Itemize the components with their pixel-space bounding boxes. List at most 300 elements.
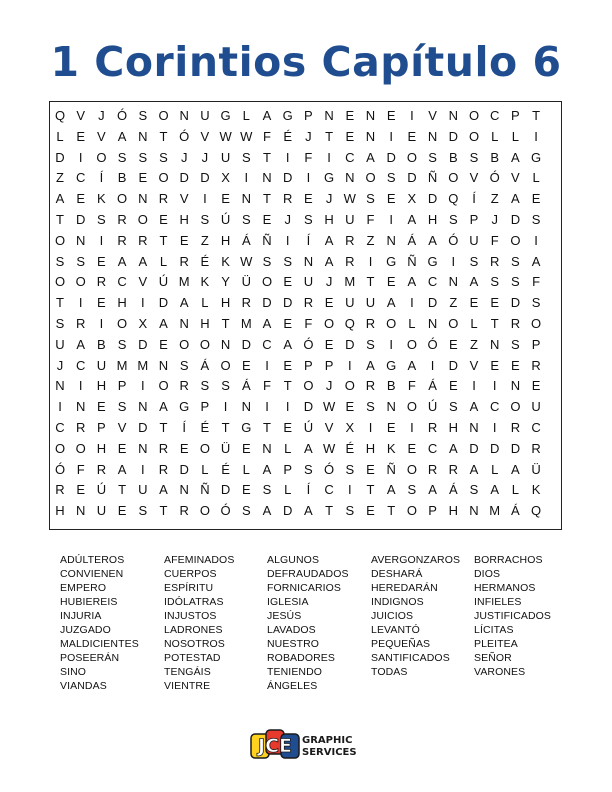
word-list-item: JUZGADO (60, 624, 111, 636)
grid-letter: R (531, 357, 541, 373)
grid-letter: R (75, 420, 86, 435)
grid-letter: D (345, 336, 355, 352)
grid-letter: S (241, 503, 251, 519)
grid-letter: C (262, 336, 272, 352)
grid-letter: E (221, 191, 230, 207)
grid-letter: F (263, 128, 271, 144)
grid-letter: H (179, 212, 189, 227)
grid-letter: I (492, 420, 497, 435)
grid-letter: Ñ (262, 232, 272, 248)
grid-letter: Á (200, 357, 210, 373)
grid-letter: O (158, 108, 169, 123)
grid-row (50, 460, 561, 480)
grid-letter: O (365, 170, 376, 186)
grid-letter: V (179, 191, 189, 207)
grid-letter: A (511, 461, 520, 477)
grid-letter: K (386, 440, 396, 456)
grid-letter: É (200, 253, 210, 269)
word-search-grid (49, 101, 562, 530)
grid-letter: S (366, 336, 375, 352)
grid-letter: C (55, 420, 65, 435)
grid-letter: N (489, 336, 500, 352)
grid-letter: K (531, 482, 541, 498)
grid-letter: L (491, 461, 499, 477)
grid-letter: E (345, 108, 355, 123)
grid-letter: Á (241, 378, 251, 394)
grid-letter: J (56, 357, 64, 373)
grid-letter: A (428, 232, 437, 248)
grid-letter: S (531, 295, 541, 311)
grid-letter: Ú (220, 212, 231, 227)
grid-letter: C (427, 274, 438, 290)
grid-letter: S (304, 212, 313, 227)
grid-letter: N (179, 108, 189, 123)
word-list-item: HEREDARÁN (371, 582, 438, 594)
grid-letter: I (451, 253, 456, 269)
grid-letter: P (531, 336, 541, 352)
grid-letter: U (531, 399, 541, 415)
grid-letter: N (324, 108, 334, 123)
grid-letter: E (241, 482, 251, 498)
grid-letter: A (448, 440, 458, 456)
grid-letter: O (406, 149, 417, 165)
grid-letter: N (469, 503, 479, 519)
grid-letter: I (244, 170, 249, 186)
grid-letter: I (389, 336, 393, 352)
grid-letter: M (116, 357, 128, 373)
grid-letter: R (96, 274, 107, 290)
grid-letter: O (75, 440, 86, 456)
word-list-item: CUERPOS (164, 568, 217, 580)
grid-letter: E (283, 316, 293, 331)
grid-letter: I (410, 420, 414, 435)
logo-mark: JCE (258, 735, 292, 757)
grid-letter: Z (56, 170, 64, 186)
grid-letter: S (200, 212, 210, 227)
grid-letter: É (283, 128, 293, 144)
grid-letter: T (159, 503, 168, 519)
grid-row (50, 314, 561, 334)
grid-letter: H (365, 440, 376, 456)
grid-letter: C (489, 108, 500, 123)
grid-letter: E (386, 191, 396, 207)
grid-letter: É (221, 461, 230, 477)
grid-letter: P (511, 108, 520, 123)
grid-letter: Ú (303, 420, 314, 435)
grid-letter: O (406, 336, 417, 352)
grid-row (50, 397, 561, 417)
grid-letter: R (365, 378, 376, 394)
grid-letter: I (285, 232, 290, 248)
grid-letter: J (201, 149, 209, 165)
word-list-item: NUESTRO (267, 638, 320, 650)
grid-letter: O (117, 191, 128, 207)
grid-row (50, 418, 561, 438)
grid-letter: R (531, 440, 541, 456)
grid-letter: R (179, 503, 189, 519)
grid-letter: R (241, 295, 251, 311)
grid-letter: S (159, 149, 168, 165)
grid-letter: E (97, 399, 106, 415)
grid-letter: D (138, 420, 148, 435)
grid-letter: I (347, 482, 352, 498)
grid-letter: O (117, 316, 128, 331)
grid-letter: N (241, 399, 251, 415)
grid-letter: H (117, 295, 127, 311)
grid-letter: A (469, 399, 479, 415)
grid-letter: O (510, 232, 521, 248)
grid-letter: Ñ (386, 461, 396, 477)
grid-letter: A (386, 295, 396, 311)
word-list-item: AFEMINADOS (164, 554, 235, 566)
grid-letter: O (54, 440, 66, 456)
grid-letter: G (241, 420, 252, 435)
grid-letter: A (283, 336, 293, 352)
grid-letter: L (511, 128, 519, 144)
grid-letter: R (282, 191, 293, 207)
grid-letter: F (304, 316, 313, 331)
grid-row (50, 127, 561, 147)
grid-letter: F (490, 232, 499, 248)
grid-letter: S (179, 357, 189, 373)
grid-letter: Ú (427, 399, 438, 415)
grid-letter: M (489, 503, 501, 519)
grid-letter: U (220, 149, 231, 165)
word-list-item: DEFRAUDADOS (267, 568, 349, 580)
grid-letter: Ñ (407, 253, 417, 269)
grid-letter: I (78, 378, 83, 394)
grid-letter: E (76, 191, 86, 207)
grid-letter: O (406, 503, 417, 519)
grid-letter: S (55, 253, 65, 269)
grid-letter: I (410, 108, 414, 123)
grid-letter: I (327, 149, 331, 165)
grid-row (50, 272, 561, 292)
grid-letter: A (407, 357, 417, 373)
word-list-item: PLEITEA (474, 638, 518, 650)
grid-letter: N (75, 399, 86, 415)
grid-letter: T (263, 420, 271, 435)
grid-letter: T (366, 482, 375, 498)
grid-letter: S (511, 253, 520, 269)
grid-letter: C (531, 420, 541, 435)
grid-letter: E (324, 295, 334, 311)
grid-letter: K (97, 191, 106, 207)
word-list-item: INFIELES (474, 596, 522, 608)
word-list-item: SEÑOR (474, 652, 512, 664)
grid-letter: E (97, 295, 106, 311)
grid-letter: E (531, 378, 541, 394)
grid-letter: Q (54, 108, 66, 123)
grid-letter: F (76, 461, 85, 477)
grid-letter: T (159, 232, 168, 248)
grid-letter: W (343, 191, 356, 207)
grid-letter: Q (531, 503, 542, 519)
grid-letter: L (201, 295, 209, 311)
grid-letter: S (366, 191, 375, 207)
grid-letter: N (75, 232, 86, 248)
word-list-item: LAVADOS (267, 624, 316, 636)
grid-letter: N (345, 170, 355, 186)
grid-letter: A (386, 482, 396, 498)
grid-letter: R (179, 253, 189, 269)
grid-letter: E (490, 357, 500, 373)
word-list-item: LADRONES (164, 624, 223, 636)
grid-letter: N (75, 503, 86, 519)
grid-letter: A (117, 253, 127, 269)
grid-letter: D (241, 336, 251, 352)
grid-letter: I (140, 461, 145, 477)
grid-letter: L (511, 482, 519, 498)
grid-letter: W (240, 128, 253, 144)
grid-letter: U (345, 295, 355, 311)
grid-letter: F (532, 274, 541, 290)
word-list-item: CONVIENEN (60, 568, 124, 580)
word-list-item: IGLESIA (267, 596, 309, 608)
grid-letter: S (55, 316, 65, 331)
grid-letter: K (200, 274, 210, 290)
grid-letter: E (366, 461, 375, 477)
grid-letter: Ñ (200, 482, 210, 498)
grid-letter: T (366, 274, 375, 290)
grid-letter: O (324, 316, 335, 331)
grid-letter: O (54, 274, 66, 290)
grid-letter: R (179, 378, 189, 394)
grid-letter: P (200, 399, 210, 415)
grid-letter: L (470, 316, 478, 331)
grid-letter: J (98, 108, 105, 123)
grid-letter: A (76, 336, 86, 352)
grid-letter: N (138, 128, 148, 144)
grid-letter: L (159, 253, 168, 269)
word-list-item: TENGÁIS (164, 666, 211, 678)
grid-letter: H (324, 212, 334, 227)
logo-line2: SERVICES (302, 747, 357, 758)
grid-letter: S (138, 503, 148, 519)
word-list-item: ADÚLTEROS (60, 554, 125, 566)
grid-letter: D (427, 295, 438, 311)
grid-letter: W (322, 399, 336, 415)
grid-letter: N (427, 316, 438, 331)
grid-letter: A (324, 253, 334, 269)
grid-row (50, 480, 561, 500)
grid-letter: I (285, 399, 290, 415)
grid-letter: A (366, 357, 375, 373)
grid-letter: Q (448, 191, 459, 207)
grid-letter: T (283, 378, 292, 394)
grid-letter: S (76, 253, 86, 269)
grid-letter: A (469, 274, 479, 290)
word-list-item: PEQUEÑAS (371, 638, 431, 650)
grid-letter: X (407, 191, 417, 207)
grid-letter: E (159, 336, 168, 352)
word-list-item: POTESTAD (164, 652, 221, 664)
grid-letter: P (283, 461, 293, 477)
grid-letter: R (158, 440, 169, 456)
grid-letter: D (489, 440, 500, 456)
grid-letter: H (427, 212, 438, 227)
grid-letter: Z (490, 191, 499, 207)
grid-letter: R (55, 482, 65, 498)
grid-letter: É (345, 440, 355, 456)
grid-letter: R (158, 461, 169, 477)
grid-letter: P (97, 420, 106, 435)
word-list-item: VARONES (474, 666, 526, 678)
grid-letter: I (534, 232, 538, 248)
grid-letter: M (240, 316, 252, 331)
grid-letter: D (55, 149, 65, 165)
grid-letter: R (448, 461, 458, 477)
grid-letter: V (469, 357, 479, 373)
grid-letter: O (468, 128, 480, 144)
page-title: 1 Corintios Capítulo 6 (50, 38, 562, 86)
grid-letter: N (365, 128, 376, 144)
grid-letter: S (117, 336, 127, 352)
grid-letter: S (428, 149, 437, 165)
grid-letter: M (344, 274, 356, 290)
grid-letter: B (448, 149, 458, 165)
grid-row (50, 231, 561, 251)
grid-row (50, 252, 561, 272)
grid-letter: T (221, 316, 230, 331)
grid-letter: U (55, 336, 65, 352)
word-list-item: INJURIA (60, 610, 102, 622)
grid-letter: V (200, 128, 210, 144)
grid-letter: Í (99, 170, 104, 186)
grid-letter: S (469, 253, 479, 269)
grid-letter: A (428, 482, 437, 498)
logo-graphic (250, 728, 362, 762)
grid-letter: O (199, 503, 210, 519)
grid-letter: S (138, 149, 148, 165)
grid-letter: E (179, 440, 189, 456)
word-list-item: AVERGONZAROS (371, 554, 461, 566)
grid-row (50, 189, 561, 209)
grid-letter: S (221, 378, 230, 394)
grid-letter: Ó (220, 503, 231, 519)
grid-letter: I (78, 295, 83, 311)
grid-letter: A (262, 503, 272, 519)
grid-letter: O (406, 399, 417, 415)
grid-letter: I (389, 128, 393, 144)
grid-letter: O (510, 399, 521, 415)
grid-letter: A (117, 461, 127, 477)
grid-letter: S (531, 212, 541, 227)
grid-letter: T (325, 503, 334, 519)
grid-row (50, 106, 561, 126)
grid-letter: N (262, 170, 272, 186)
grid-letter: I (285, 149, 290, 165)
grid-letter: T (325, 128, 334, 144)
grid-letter: P (324, 357, 334, 373)
grid-letter: E (386, 420, 396, 435)
grid-letter: N (220, 336, 231, 352)
grid-letter: E (531, 191, 541, 207)
grid-letter: G (324, 170, 335, 186)
grid-letter: N (303, 253, 314, 269)
grid-letter: H (220, 295, 231, 311)
word-list-item: TENIENDO (267, 666, 323, 678)
grid-letter: O (220, 357, 231, 373)
grid-letter: A (179, 295, 189, 311)
grid-letter: U (200, 108, 210, 123)
grid-letter: S (490, 274, 500, 290)
grid-letter: O (468, 108, 480, 123)
grid-letter: I (368, 253, 373, 269)
word-list-item: IDÓLATRAS (164, 596, 224, 608)
grid-letter: B (117, 170, 127, 186)
grid-letter: I (78, 149, 83, 165)
grid-letter: A (55, 191, 65, 207)
grid-letter: L (491, 128, 499, 144)
grid-letter: E (304, 191, 313, 207)
grid-letter: E (179, 232, 189, 248)
grid-letter: Ú (96, 482, 107, 498)
grid-letter: A (469, 461, 479, 477)
grid-letter: N (138, 191, 148, 207)
grid-letter: O (531, 316, 542, 331)
word-column (371, 553, 471, 679)
grid-letter: H (448, 503, 458, 519)
grid-letter: Ó (54, 461, 66, 477)
grid-letter: Á (407, 232, 417, 248)
grid-letter: T (118, 482, 127, 498)
grid-letter: S (469, 149, 479, 165)
grid-letter: S (138, 108, 148, 123)
grid-letter: T (159, 128, 168, 144)
grid-letter: R (158, 191, 169, 207)
grid-letter: A (159, 399, 168, 415)
grid-letter: A (262, 461, 272, 477)
grid-letter: S (386, 170, 396, 186)
grid-letter: B (490, 149, 500, 165)
grid-letter: D (138, 336, 148, 352)
grid-letter: I (223, 399, 228, 415)
grid-letter: M (178, 274, 190, 290)
grid-letter: Í (306, 232, 311, 248)
grid-letter: J (325, 274, 333, 290)
word-list-item: DESHARÁ (371, 568, 423, 580)
word-list-item: FORNICARIOS (267, 582, 342, 594)
grid-letter: A (262, 316, 272, 331)
grid-letter: F (263, 378, 271, 394)
grid-letter: W (322, 440, 336, 456)
grid-letter: Ó (117, 108, 128, 123)
grid-letter: E (366, 503, 375, 519)
grid-letter: S (407, 482, 417, 498)
grid-letter: J (305, 128, 312, 144)
grid-letter: C (489, 399, 500, 415)
grid-letter: D (448, 128, 458, 144)
grid-letter: I (203, 191, 207, 207)
grid-letter: E (283, 357, 293, 373)
grid-letter: D (510, 295, 521, 311)
word-list-item: ALGUNOS (267, 554, 320, 566)
grid-letter: A (324, 232, 334, 248)
grid-letter: S (97, 212, 106, 227)
grid-letter: Á (448, 482, 458, 498)
grid-letter: E (386, 274, 396, 290)
logo-line1: GRAPHIC (302, 735, 353, 746)
grid-letter: L (284, 482, 292, 498)
grid-letter: E (283, 420, 293, 435)
grid-letter: Z (449, 295, 458, 311)
grid-letter: C (117, 274, 127, 290)
grid-letter: W (219, 128, 232, 144)
grid-letter: D (303, 399, 314, 415)
word-list-item: POSEERÁN (60, 652, 120, 664)
grid-letter: W (240, 253, 253, 269)
